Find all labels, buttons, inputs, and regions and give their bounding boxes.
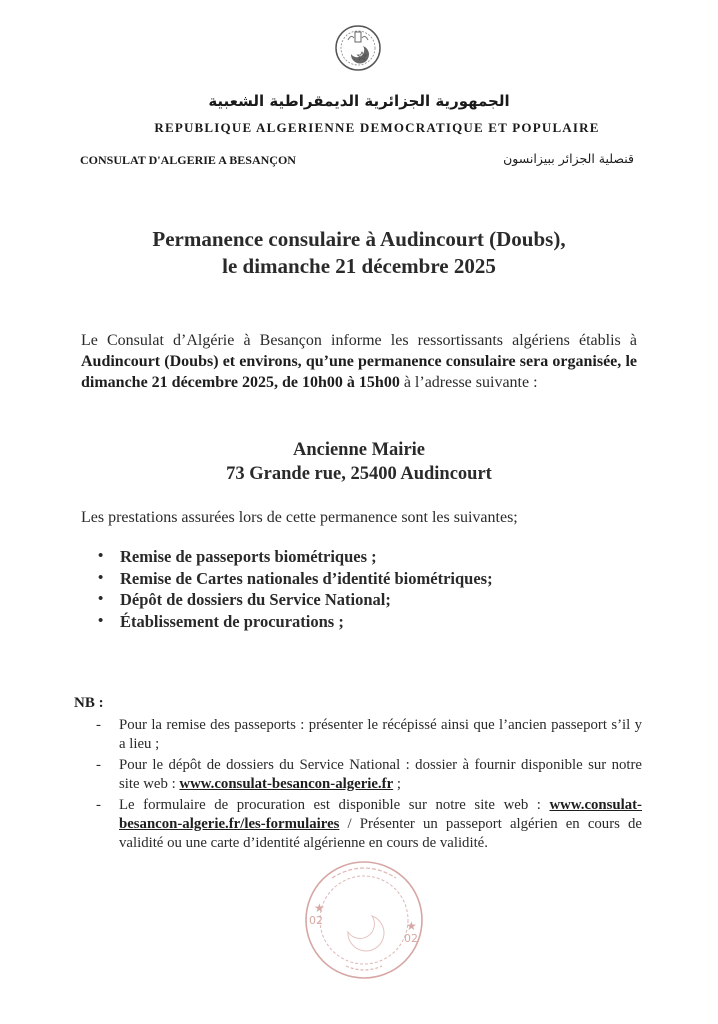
service-text: Dépôt de dossiers du Service National; (120, 590, 391, 609)
bullet-icon: • (98, 548, 104, 564)
dash-icon: - (96, 797, 101, 813)
service-item (98, 611, 493, 633)
consulate-stamp-icon (302, 858, 426, 982)
forms-page-link[interactable]: www.consulat-besancon-algerie.fr/les-formulaires (119, 797, 642, 832)
bullet-icon: • (98, 569, 104, 586)
nb-item (96, 796, 642, 853)
intro-text-1: Le Consulat d’Algérie à Besançon informe les ressortissants algériens établis à (81, 332, 637, 349)
dash-icon: - (96, 717, 101, 733)
service-text: Remise de passeports biométriques ; (120, 547, 377, 566)
nb-text: Le formulaire de procuration est disponible sur notre site web : (119, 797, 550, 813)
nb-item (96, 756, 642, 794)
service-item (98, 546, 493, 568)
nb-text: ; (393, 776, 401, 792)
nb-text: / Présenter un passeport algérien en cours de validité ou une carte d’identité algérienne en cours de validité. (119, 816, 642, 851)
stamp-number-left: 02 (309, 914, 323, 927)
event-address (0, 438, 718, 486)
services-intro: Les prestations assurées lors de cette permanence sont les suivantes; (81, 509, 518, 526)
document-title (0, 226, 718, 280)
address-line1: Ancienne Mairie (292, 440, 426, 460)
arabic-republic-title: الجمهورية الجزائرية الديمقراطية الشعبية (208, 92, 510, 110)
stamp-number-right: 02 (404, 932, 418, 945)
bullet-icon: • (98, 612, 104, 629)
intro-bold-text: Audincourt (Doubs) et environs, qu’une permanence consulaire sera organisée, le dimanche 21 décembre 2025, de 10h00 à 15h00 (81, 353, 637, 391)
services-list (98, 546, 493, 632)
service-item (98, 589, 493, 611)
consulate-website-link[interactable]: www.consulat-besancon-algerie.fr (179, 776, 394, 792)
nb-list (96, 716, 642, 855)
document-title-line2: le dimanche 21 décembre 2025 (222, 254, 496, 278)
document-title-line1: Permanence consulaire à Audincourt (Doubs), (152, 227, 566, 251)
nb-text: Pour le dépôt de dossiers du Service National : dossier à fournir disponible sur notre site web : (119, 757, 642, 792)
svg-text:★: ★ (406, 919, 417, 933)
french-republic-title: REPUBLIQUE ALGERIENNE DEMOCRATIQUE ET POPULAIRE (154, 120, 600, 135)
service-text: Remise de Cartes nationales d’identité biométriques; (120, 568, 493, 588)
consulate-name-fr: CONSULAT D'ALGERIE A BESANÇON (80, 153, 296, 167)
service-item (98, 568, 493, 590)
national-emblem-icon (333, 16, 383, 80)
nb-label: NB : (74, 695, 104, 711)
nb-item (96, 716, 642, 754)
svg-text:★: ★ (314, 901, 325, 915)
consulate-name-ar: قنصلية الجزائر ببيزانسون (503, 151, 634, 166)
dash-icon: - (96, 757, 101, 773)
intro-paragraph (81, 330, 637, 393)
address-line2: 73 Grande rue, 25400 Audincourt (226, 464, 492, 484)
bullet-icon: • (98, 591, 104, 607)
nb-text: Pour la remise des passeports : présenter le récépissé ainsi que l’ancien passeport s’il y a lieu ; (119, 717, 642, 752)
service-text: Établissement de procurations ; (120, 611, 344, 631)
intro-text-2: à l’adresse suivante : (399, 374, 538, 391)
